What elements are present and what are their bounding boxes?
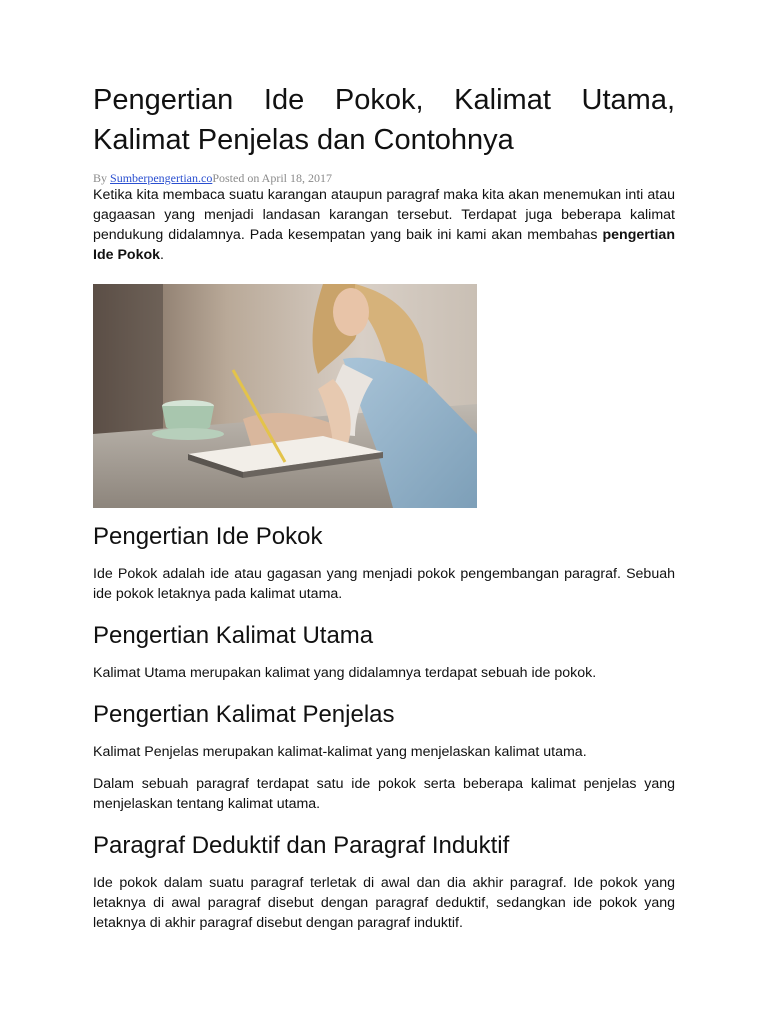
intro-end: . (160, 247, 164, 263)
article (93, 80, 675, 933)
section-paragraph: Ide pokok dalam suatu paragraf terletak di awal dan dia akhir paragraf. Ide pokok yang letaknya di awal paragraf disebut dengan paragraf deduktif, sedangkan ide pokok yang letaknya di akhir paragraf disebut dengan paragraf induktif. (93, 875, 675, 931)
byline (93, 171, 675, 185)
intro-bold-term: pengertian Ide Pokok (93, 227, 675, 263)
byline-by: By (93, 171, 111, 185)
section-heading-deduktif-induktif: Paragraf Deduktif dan Paragraf Induktif (93, 832, 510, 859)
section-paragraph: Kalimat Penjelas merupakan kalimat-kalimat yang menjelaskan kalimat utama. (93, 744, 587, 760)
section-heading-kalimat-utama: Pengertian Kalimat Utama (93, 622, 374, 649)
intro-text: Ketika kita membaca suatu karangan ataupun paragraf maka kita akan menemukan inti atau gagaasan yang menjadi landasan karangan tersebut. Terdapat juga beberapa kalimat pendukung didalamnya. Pada kesempatan yang baik ini kami akan membahas (93, 187, 675, 243)
author-link[interactable]: Sumberpengertian.co (110, 171, 213, 185)
byline-posted-date: Posted on April 18, 2017 (212, 171, 332, 185)
section-heading-ide-pokok: Pengertian Ide Pokok (93, 523, 323, 550)
section-paragraph: Kalimat Utama merupakan kalimat yang didalamnya terdapat sebuah ide pokok. (93, 665, 597, 681)
section-heading-kalimat-penjelas: Pengertian Kalimat Penjelas (93, 701, 395, 728)
intro-paragraph (93, 185, 675, 265)
writing-photo (93, 284, 477, 508)
article-title: Pengertian Ide Pokok, Kalimat Utama, Kalimat Penjelas dan Contohnya (93, 84, 675, 156)
section-paragraph: Ide Pokok adalah ide atau gagasan yang menjadi pokok pengembangan paragraf. Sebuah ide pokok letaknya pada kalimat utama. (93, 566, 675, 602)
section-paragraph: Dalam sebuah paragraf terdapat satu ide pokok serta beberapa kalimat penjelas yang menjelaskan tentang kalimat utama. (93, 776, 675, 812)
